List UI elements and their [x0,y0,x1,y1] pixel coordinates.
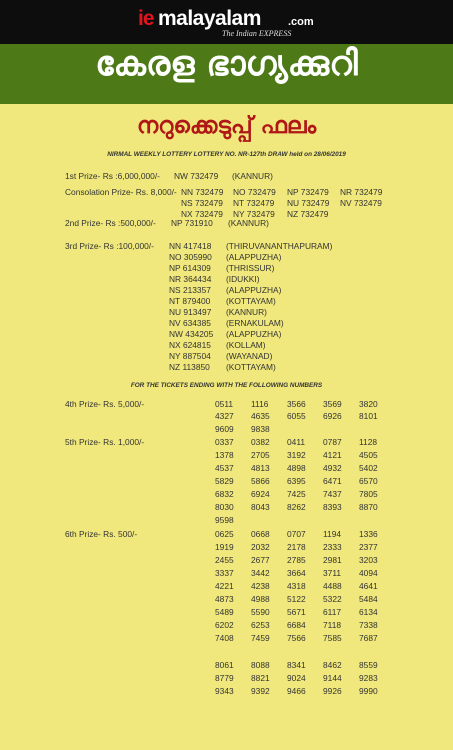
third-prize-place: (ALAPPUZHA) [226,329,282,339]
sixth-prize-number: 2032 [251,542,270,552]
sixth-prize-number: 8559 [359,660,378,670]
sixth-prize-number: 8462 [323,660,342,670]
third-prize-place: (KOTTAYAM) [226,362,276,372]
consolation-ticket: NN 732479 [181,187,224,197]
sixth-prize-number: 4488 [323,581,342,591]
fourth-prize-number: 6926 [323,411,342,421]
sixth-prize-number: 9343 [215,686,234,696]
third-prize-place: (THRISSUR) [226,263,275,273]
second-prize-label: 2nd Prize- Rs :500,000/- [65,218,156,228]
fifth-prize-number: 0787 [323,437,342,447]
sixth-prize-number: 2178 [287,542,306,552]
fourth-prize-number: 3820 [359,399,378,409]
logo-ie: ie [138,7,154,30]
fifth-prize-number: 4898 [287,463,306,473]
third-prize-ticket: NT 879400 [169,296,211,306]
sixth-prize-number: 6253 [251,620,270,630]
sixth-prize-number: 2981 [323,555,342,565]
fourth-prize-number: 8101 [359,411,378,421]
first-prize-label: 1st Prize- Rs :6,000,000/- [65,171,160,181]
sixth-prize-number: 9144 [323,673,342,683]
fourth-prize-number: 4635 [251,411,270,421]
second-prize-place: (KANNUR) [228,218,269,228]
sixth-prize-number: 2785 [287,555,306,565]
fifth-prize-number: 7425 [287,489,306,499]
fifth-prize-number: 6471 [323,476,342,486]
sixth-prize-number: 2333 [323,542,342,552]
sixth-prize-label: 6th Prize- Rs. 500/- [65,529,138,539]
sixth-prize-number: 8341 [287,660,306,670]
fourth-prize-number: 1116 [251,399,269,409]
third-prize-ticket: NP 614309 [169,263,211,273]
sixth-prize-number: 7338 [359,620,378,630]
results-title: നറുക്കെടുപ്പ് ഫലം [136,113,317,139]
sixth-prize-number: 7408 [215,633,234,643]
third-prize-place: (ALAPPUZHA) [226,252,282,262]
sixth-prize-number: 2377 [359,542,378,552]
fifth-prize-number: 0382 [251,437,270,447]
third-prize-place: (KANNUR) [226,307,267,317]
fifth-prize-number: 5829 [215,476,234,486]
sixth-prize-number: 6684 [287,620,306,630]
sixth-prize-number: 4641 [359,581,378,591]
fifth-prize-number: 6570 [359,476,378,486]
title-banner [0,44,453,104]
fourth-prize-label: 4th Prize- Rs. 5,000/- [65,399,145,409]
sixth-prize-number: 9990 [359,686,378,696]
sixth-prize-number: 9926 [323,686,342,696]
sixth-prize-number: 6134 [359,607,378,617]
consolation-ticket: NT 732479 [233,198,275,208]
sixth-prize-number: 5489 [215,607,234,617]
draw-subtitle: NIRMAL WEEKLY LOTTERY LOTTERY NO. NR-127th DRAW held on 28/06/2019 [107,151,346,158]
fourth-prize-number: 6055 [287,411,306,421]
fifth-prize-number: 4932 [323,463,342,473]
consolation-ticket: NP 732479 [287,187,329,197]
consolation-ticket: NU 732479 [287,198,330,208]
endings-heading: FOR THE TICKETS ENDING WITH THE FOLLOWING NUMBERS [130,382,323,389]
sixth-prize-number: 9283 [359,673,378,683]
fifth-prize-number: 4813 [251,463,270,473]
fifth-prize-number: 1378 [215,450,234,460]
logo-domain: .com [288,16,314,28]
fifth-prize-number: 3192 [287,450,306,460]
sixth-prize-number: 1919 [215,542,234,552]
sixth-prize-number: 7566 [287,633,306,643]
fifth-prize-number: 9598 [215,515,234,525]
fifth-prize-number: 0337 [215,437,234,447]
third-prize-ticket: NR 364434 [169,274,212,284]
sixth-prize-number: 8088 [251,660,270,670]
sixth-prize-number: 5590 [251,607,270,617]
fifth-prize-number: 6395 [287,476,306,486]
consolation-prize-label: Consolation Prize- Rs. 8,000/- [65,187,177,197]
banner-title: കേരള ഭാഗ്യക്കുറി [95,44,358,84]
fourth-prize-number: 0511 [215,399,234,409]
fifth-prize-number: 8043 [251,502,270,512]
fifth-prize-number: 5866 [251,476,270,486]
sixth-prize-number: 8779 [215,673,234,683]
consolation-ticket: NV 732479 [340,198,382,208]
top-bar [0,0,453,44]
sixth-prize-number: 5122 [287,594,306,604]
sixth-prize-number: 1194 [323,529,342,539]
third-prize-label: 3rd Prize- Rs :100,000/- [65,241,154,251]
sixth-prize-number: 3664 [287,568,306,578]
sixth-prize-number: 7459 [251,633,270,643]
third-prize-ticket: NV 634385 [169,318,211,328]
sixth-prize-number: 6202 [215,620,234,630]
sixth-prize-number: 4094 [359,568,378,578]
sixth-prize-number: 4221 [215,581,234,591]
sixth-prize-number: 7118 [323,620,342,630]
fifth-prize-number: 7437 [323,489,342,499]
fifth-prize-number: 8393 [323,502,342,512]
sixth-prize-number: 0668 [251,529,270,539]
third-prize-place: (ERNAKULAM) [226,318,284,328]
sixth-prize-number: 8821 [251,673,270,683]
consolation-ticket: NZ 732479 [287,209,329,219]
fifth-prize-number: 6832 [215,489,234,499]
third-prize-place: (ALAPPUZHA) [226,285,282,295]
fifth-prize-number: 2705 [251,450,270,460]
sixth-prize-number: 2455 [215,555,234,565]
fifth-prize-number: 0411 [287,437,306,447]
third-prize-place: (IDUKKI) [226,274,260,284]
fifth-prize-number: 4121 [323,450,342,460]
fifth-prize-number: 8262 [287,502,306,512]
first-prize-place: (KANNUR) [232,171,273,181]
third-prize-ticket: NZ 113850 [169,362,210,372]
sixth-prize-number: 4318 [287,581,306,591]
third-prize-place: (THIRUVANANTHAPURAM) [226,241,333,251]
third-prize-ticket: NN 417418 [169,241,212,251]
sixth-prize-number: 3711 [323,568,342,578]
sixth-prize-number: 9024 [287,673,306,683]
third-prize-ticket: NY 887504 [169,351,211,361]
sixth-prize-number: 4238 [251,581,270,591]
third-prize-ticket: NO 305990 [169,252,212,262]
sixth-prize-number: 3203 [359,555,378,565]
fifth-prize-number: 1128 [359,437,378,447]
third-prize-ticket: NW 434205 [169,329,214,339]
sixth-prize-number: 3337 [215,568,234,578]
third-prize-place: (KOLLAM) [226,340,266,350]
consolation-ticket: NS 732479 [181,198,223,208]
third-prize-place: (KOTTAYAM) [226,296,276,306]
fifth-prize-number: 8870 [359,502,378,512]
logo-text: malayalam [158,7,261,30]
third-prize-place: (WAYANAD) [226,351,273,361]
sixth-prize-number: 6117 [323,607,342,617]
fourth-prize-number: 3569 [323,399,342,409]
consolation-ticket: NX 732479 [181,209,223,219]
fifth-prize-number: 5402 [359,463,378,473]
sixth-prize-number: 5484 [359,594,378,604]
site-logo[interactable] [138,7,318,39]
sixth-prize-number: 4988 [251,594,270,604]
sixth-prize-number: 1336 [359,529,378,539]
fourth-prize-number: 4327 [215,411,234,421]
fifth-prize-number: 6924 [251,489,270,499]
third-prize-ticket: NX 624815 [169,340,211,350]
sixth-prize-number: 7687 [359,633,378,643]
sixth-prize-number: 9392 [251,686,270,696]
sixth-prize-number: 5671 [287,607,306,617]
fourth-prize-number: 3566 [287,399,306,409]
third-prize-ticket: NS 213357 [169,285,211,295]
sixth-prize-number: 7585 [323,633,342,643]
sixth-prize-number: 0707 [287,529,306,539]
sixth-prize-number: 3442 [251,568,270,578]
fourth-prize-number: 9838 [251,424,270,434]
sixth-prize-number: 8061 [215,660,234,670]
sixth-prize-number: 9466 [287,686,306,696]
fifth-prize-number: 4505 [359,450,378,460]
consolation-ticket: NY 732479 [233,209,275,219]
sixth-prize-number: 5322 [323,594,342,604]
consolation-ticket: NO 732479 [233,187,276,197]
first-prize-ticket: NW 732479 [174,171,219,181]
consolation-ticket: NR 732479 [340,187,383,197]
sixth-prize-number: 4873 [215,594,234,604]
fourth-prize-number: 9609 [215,424,234,434]
fifth-prize-number: 8030 [215,502,234,512]
fifth-prize-number: 4537 [215,463,234,473]
fifth-prize-label: 5th Prize- Rs. 1,000/- [65,437,145,447]
second-prize-ticket: NP 731910 [171,218,213,228]
third-prize-ticket: NU 913497 [169,307,212,317]
fifth-prize-number: 7805 [359,489,378,499]
sixth-prize-number: 2677 [251,555,270,565]
sixth-prize-number: 0625 [215,529,234,539]
logo-subtitle: The Indian EXPRESS [222,29,292,38]
